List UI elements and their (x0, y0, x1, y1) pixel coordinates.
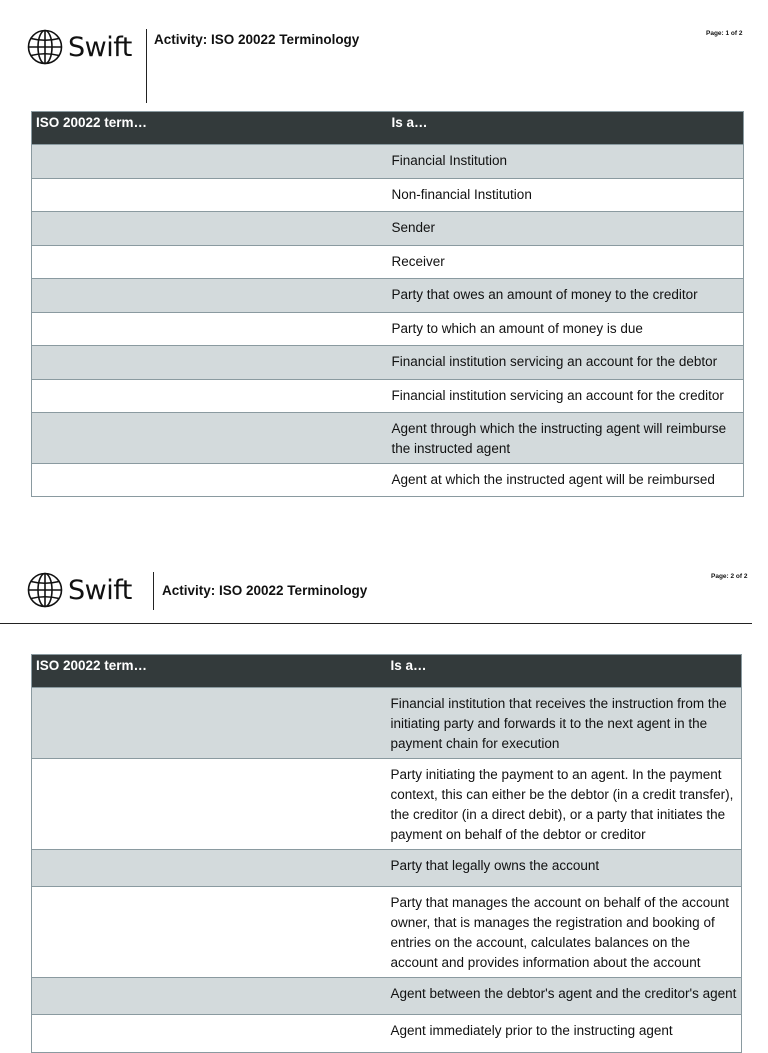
table-row (32, 246, 744, 279)
table-row (32, 850, 742, 887)
definition-cell: Party to which an amount of money is due (388, 313, 744, 346)
header-term: ISO 20022 term… (32, 112, 388, 145)
header-is-a: Is a… (387, 655, 742, 688)
definition-cell: Agent at which the instructed agent will be reimbursed (388, 464, 744, 497)
term-cell (32, 212, 388, 246)
definition-cell: Party that owes an amount of money to the creditor (388, 279, 744, 313)
term-cell (32, 759, 387, 850)
table-row (32, 145, 744, 179)
term-cell (32, 380, 388, 413)
term-cell (32, 850, 387, 887)
definition-cell: Party that legally owns the account (387, 850, 742, 887)
header-is-a: Is a… (388, 112, 744, 145)
term-cell (32, 464, 388, 497)
activity-title: Activity: ISO 20022 Terminology (162, 583, 368, 598)
globe-icon (27, 29, 63, 65)
table-row (32, 279, 744, 313)
definition-cell: Receiver (388, 246, 744, 279)
header-divider (153, 572, 154, 610)
terminology-table (31, 654, 742, 1053)
logo-text: Swift (68, 31, 132, 63)
table-header-row (32, 655, 742, 688)
table-row (32, 179, 744, 212)
term-cell (32, 688, 387, 759)
page-2 (0, 560, 768, 1038)
term-cell (32, 413, 388, 464)
swift-logo (27, 29, 132, 65)
definition-cell: Non-financial Institution (388, 179, 744, 212)
page-1 (0, 0, 768, 500)
definition-cell: Agent through which the instructing agent will reimburse the instructed agent (388, 413, 744, 464)
page-number: Page: 2 of 2 (711, 573, 748, 580)
definition-cell: Financial institution servicing an account for the debtor (388, 346, 744, 380)
table-row (32, 413, 744, 464)
definition-cell: Agent immediately prior to the instructing agent (387, 1015, 742, 1053)
definition-cell: Party initiating the payment to an agent. In the payment context, this can either be the debtor (in a credit transfer), the creditor (in a direct debit), or a party that initiates the payment on behalf of the debtor or creditor (387, 759, 742, 850)
page-number: Page: 1 of 2 (706, 30, 743, 37)
term-cell (32, 1015, 387, 1053)
term-cell (32, 313, 388, 346)
term-cell (32, 145, 388, 179)
globe-icon (27, 572, 63, 608)
definition-cell: Sender (388, 212, 744, 246)
definition-cell: Financial institution servicing an account for the creditor (388, 380, 744, 413)
term-cell (32, 978, 387, 1015)
definition-cell: Financial Institution (388, 145, 744, 179)
header-term: ISO 20022 term… (32, 655, 387, 688)
term-cell (32, 887, 387, 978)
definition-cell: Party that manages the account on behalf of the account owner, that is manages the registration and booking of entries on the account, calculates balances on the account and provides information about the account (387, 887, 742, 978)
table-row (32, 978, 742, 1015)
term-cell (32, 346, 388, 380)
table-row (32, 688, 742, 759)
table-row (32, 313, 744, 346)
logo-text: Swift (68, 574, 132, 606)
table-row (32, 346, 744, 380)
table-row (32, 887, 742, 978)
header-rule (0, 623, 752, 624)
table-row (32, 380, 744, 413)
header-divider (146, 29, 147, 103)
table-row (32, 212, 744, 246)
activity-title: Activity: ISO 20022 Terminology (154, 32, 360, 47)
term-cell (32, 246, 388, 279)
table-row (32, 464, 744, 497)
definition-cell: Financial institution that receives the instruction from the initiating party and forwards it to the next agent in the payment chain for execution (387, 688, 742, 759)
table-row (32, 759, 742, 850)
table-row (32, 1015, 742, 1053)
terminology-table (31, 111, 744, 497)
definition-cell: Agent between the debtor's agent and the creditor's agent (387, 978, 742, 1015)
term-cell (32, 279, 388, 313)
term-cell (32, 179, 388, 212)
swift-logo (27, 572, 132, 608)
table-header-row (32, 112, 744, 145)
